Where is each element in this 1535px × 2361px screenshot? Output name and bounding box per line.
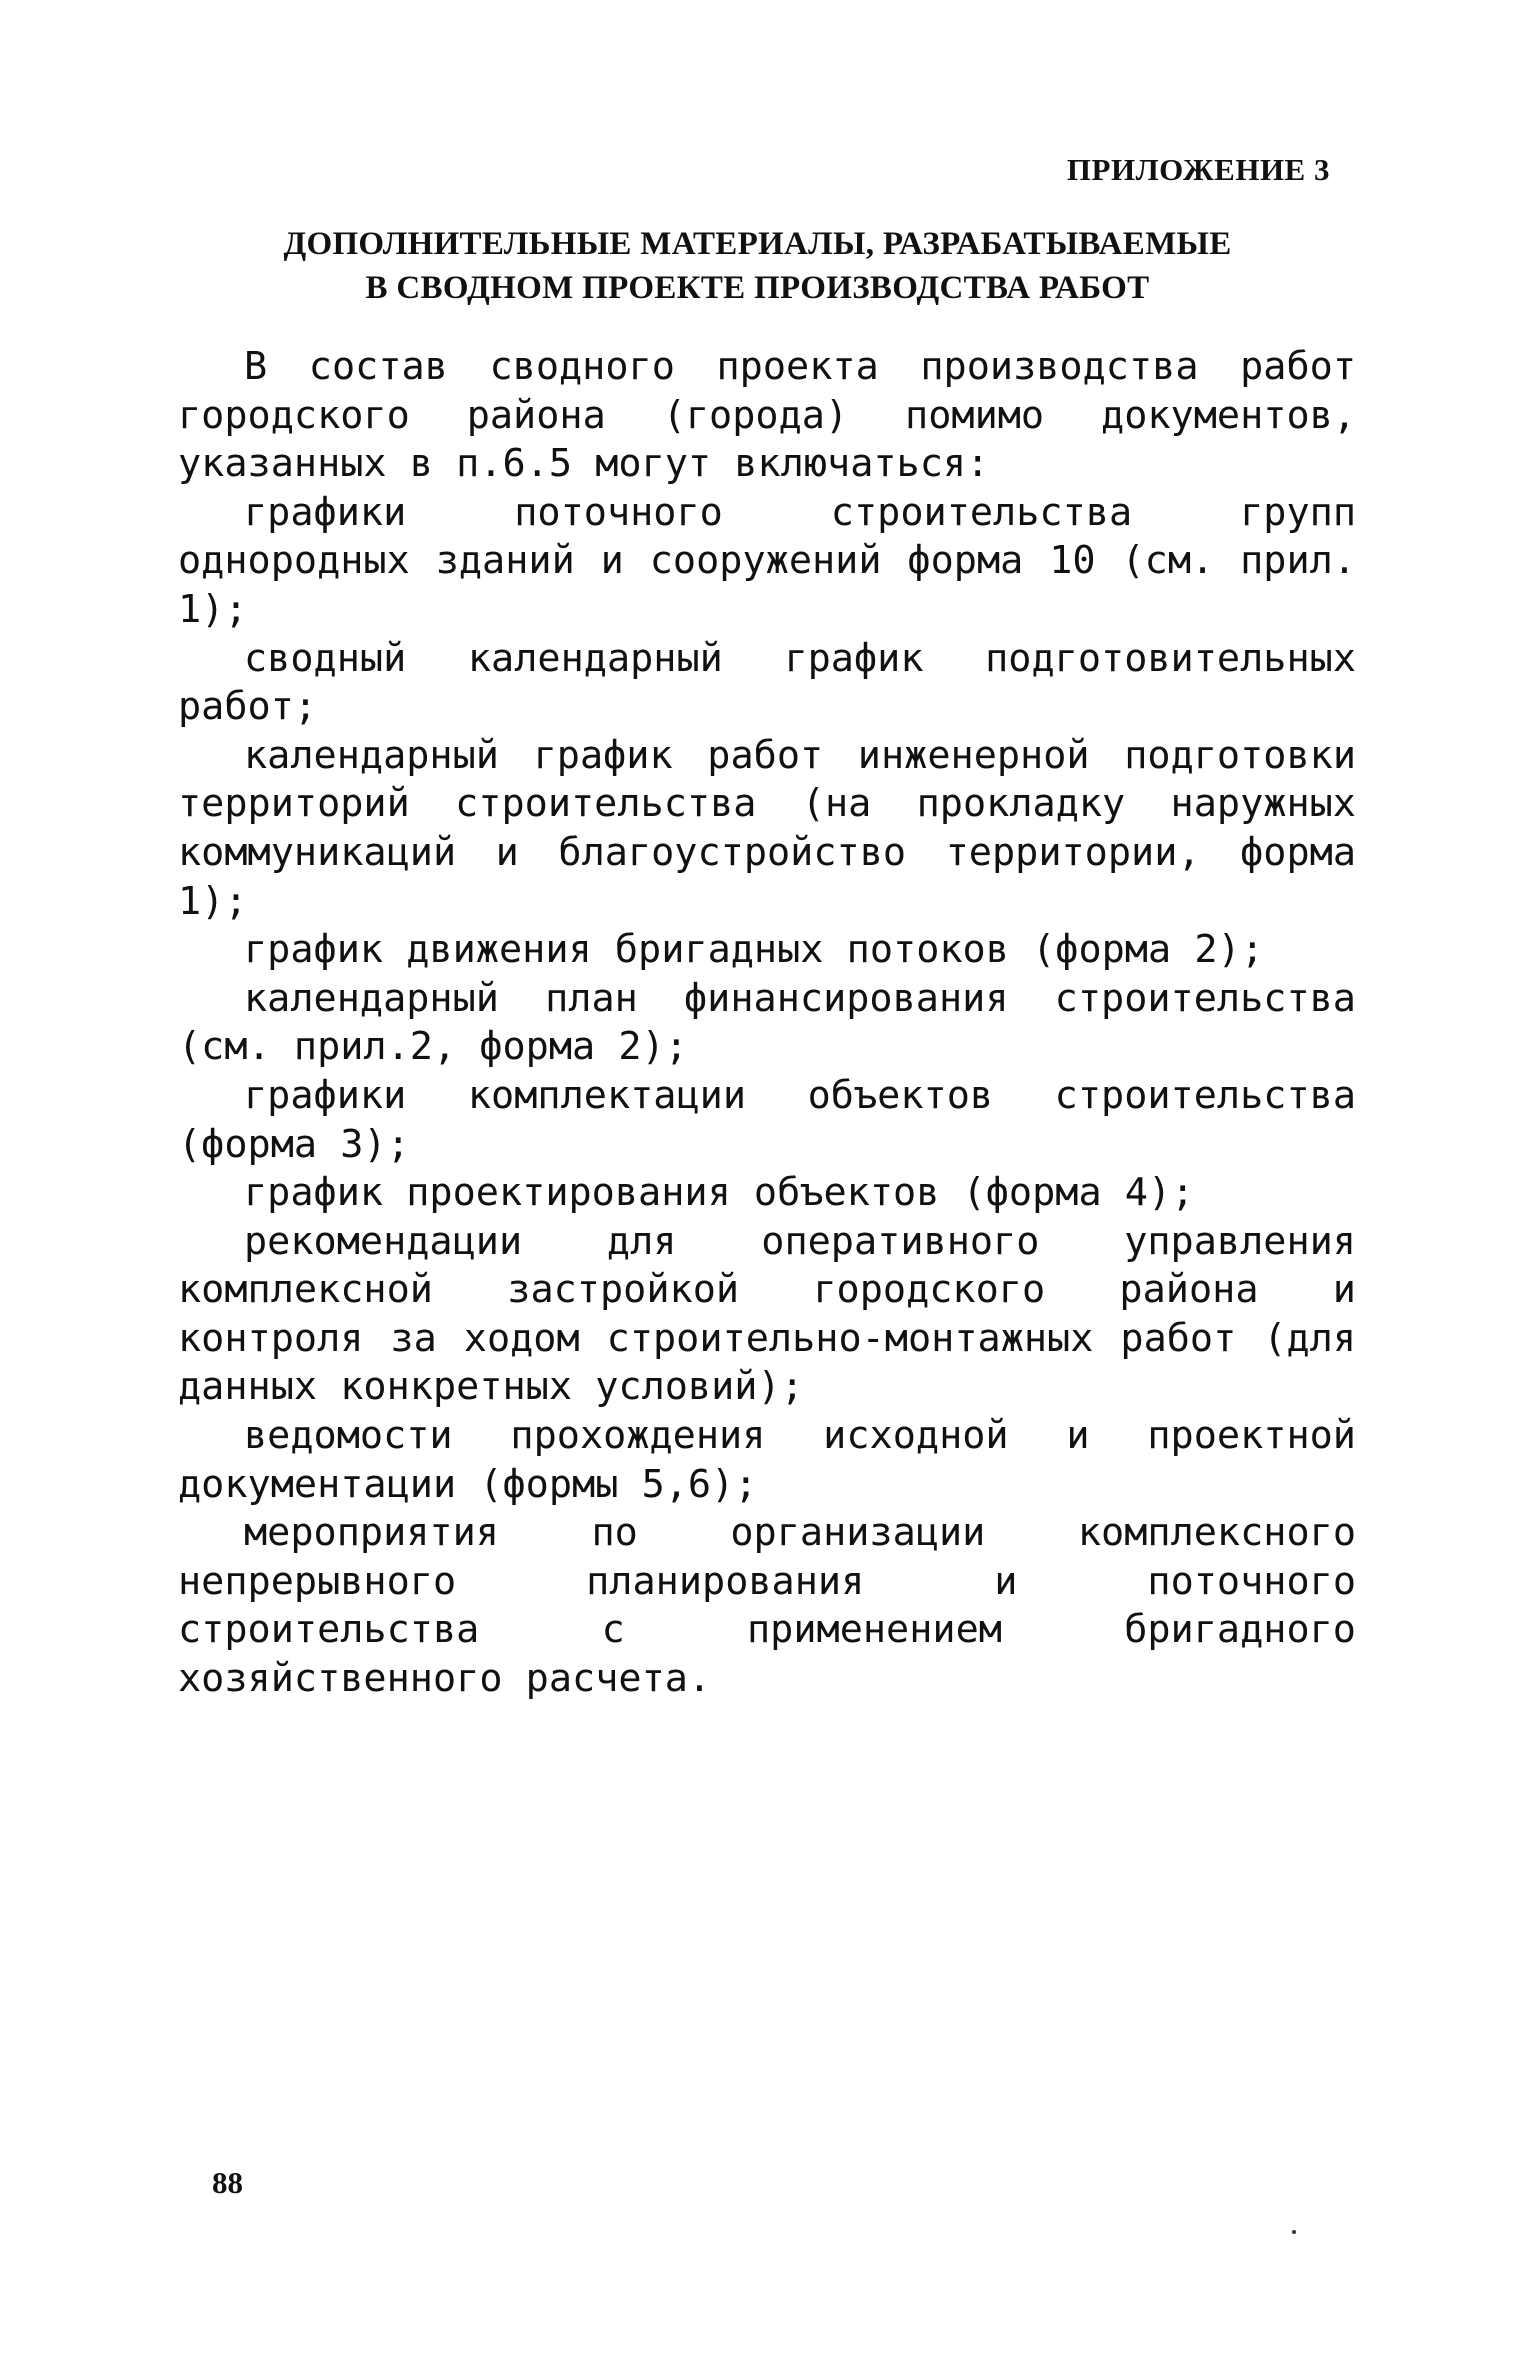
page-number: 88	[212, 2165, 243, 2200]
list-item: календарный график работ инженерной подготовки территорий строительства (на прокладку наружных коммуникаций и благоустройство территории, форма 1);	[178, 732, 1356, 924]
list-item: график движения бригадных потоков (форма 2);	[244, 927, 1264, 973]
list-item: календарный план финансирования строительства (см. прил.2, форма 2);	[178, 975, 1356, 1070]
list-item: график проектирования объектов (форма 4);	[244, 1170, 1195, 1216]
intro-paragraph: В состав сводного проекта производства работ городского района (города) помимо документов, указанных в п.6.5 могут включаться:	[178, 344, 1356, 487]
list-item: рекомендации для оперативного управления комплексной застройкой городского района и контроля за ходом строительно-монтажных работ (для данных конкретных условий);	[178, 1218, 1356, 1410]
list-item: графики комплектации объектов строительства (форма 3);	[178, 1072, 1356, 1167]
scan-speck	[1292, 2230, 1296, 2234]
list-item: ведомости прохождения исходной и проектной документации (формы 5,6);	[178, 1413, 1356, 1507]
list-item: графики поточного строительства групп однородных зданий и сооружений форма 10 (см. прил. 1);	[178, 489, 1356, 632]
list-item: сводный календарный график подготовительных работ;	[178, 635, 1356, 730]
document-heading	[180, 222, 1335, 310]
body-text	[178, 343, 1356, 1704]
heading-line-1: ДОПОЛНИТЕЛЬНЫЕ МАТЕРИАЛЫ, РАЗРАБАТЫВАЕМЫЕ	[283, 226, 1232, 262]
list-item: мероприятия по организации комплексного непрерывного планирования и поточного строительства с применением бригадного хозяйственного расчета.	[178, 1510, 1356, 1702]
appendix-label: ПРИЛОЖЕНИЕ 3	[1066, 152, 1330, 187]
heading-line-2: В СВОДНОМ ПРОЕКТЕ ПРОИЗВОДСТВА РАБОТ	[365, 270, 1150, 306]
